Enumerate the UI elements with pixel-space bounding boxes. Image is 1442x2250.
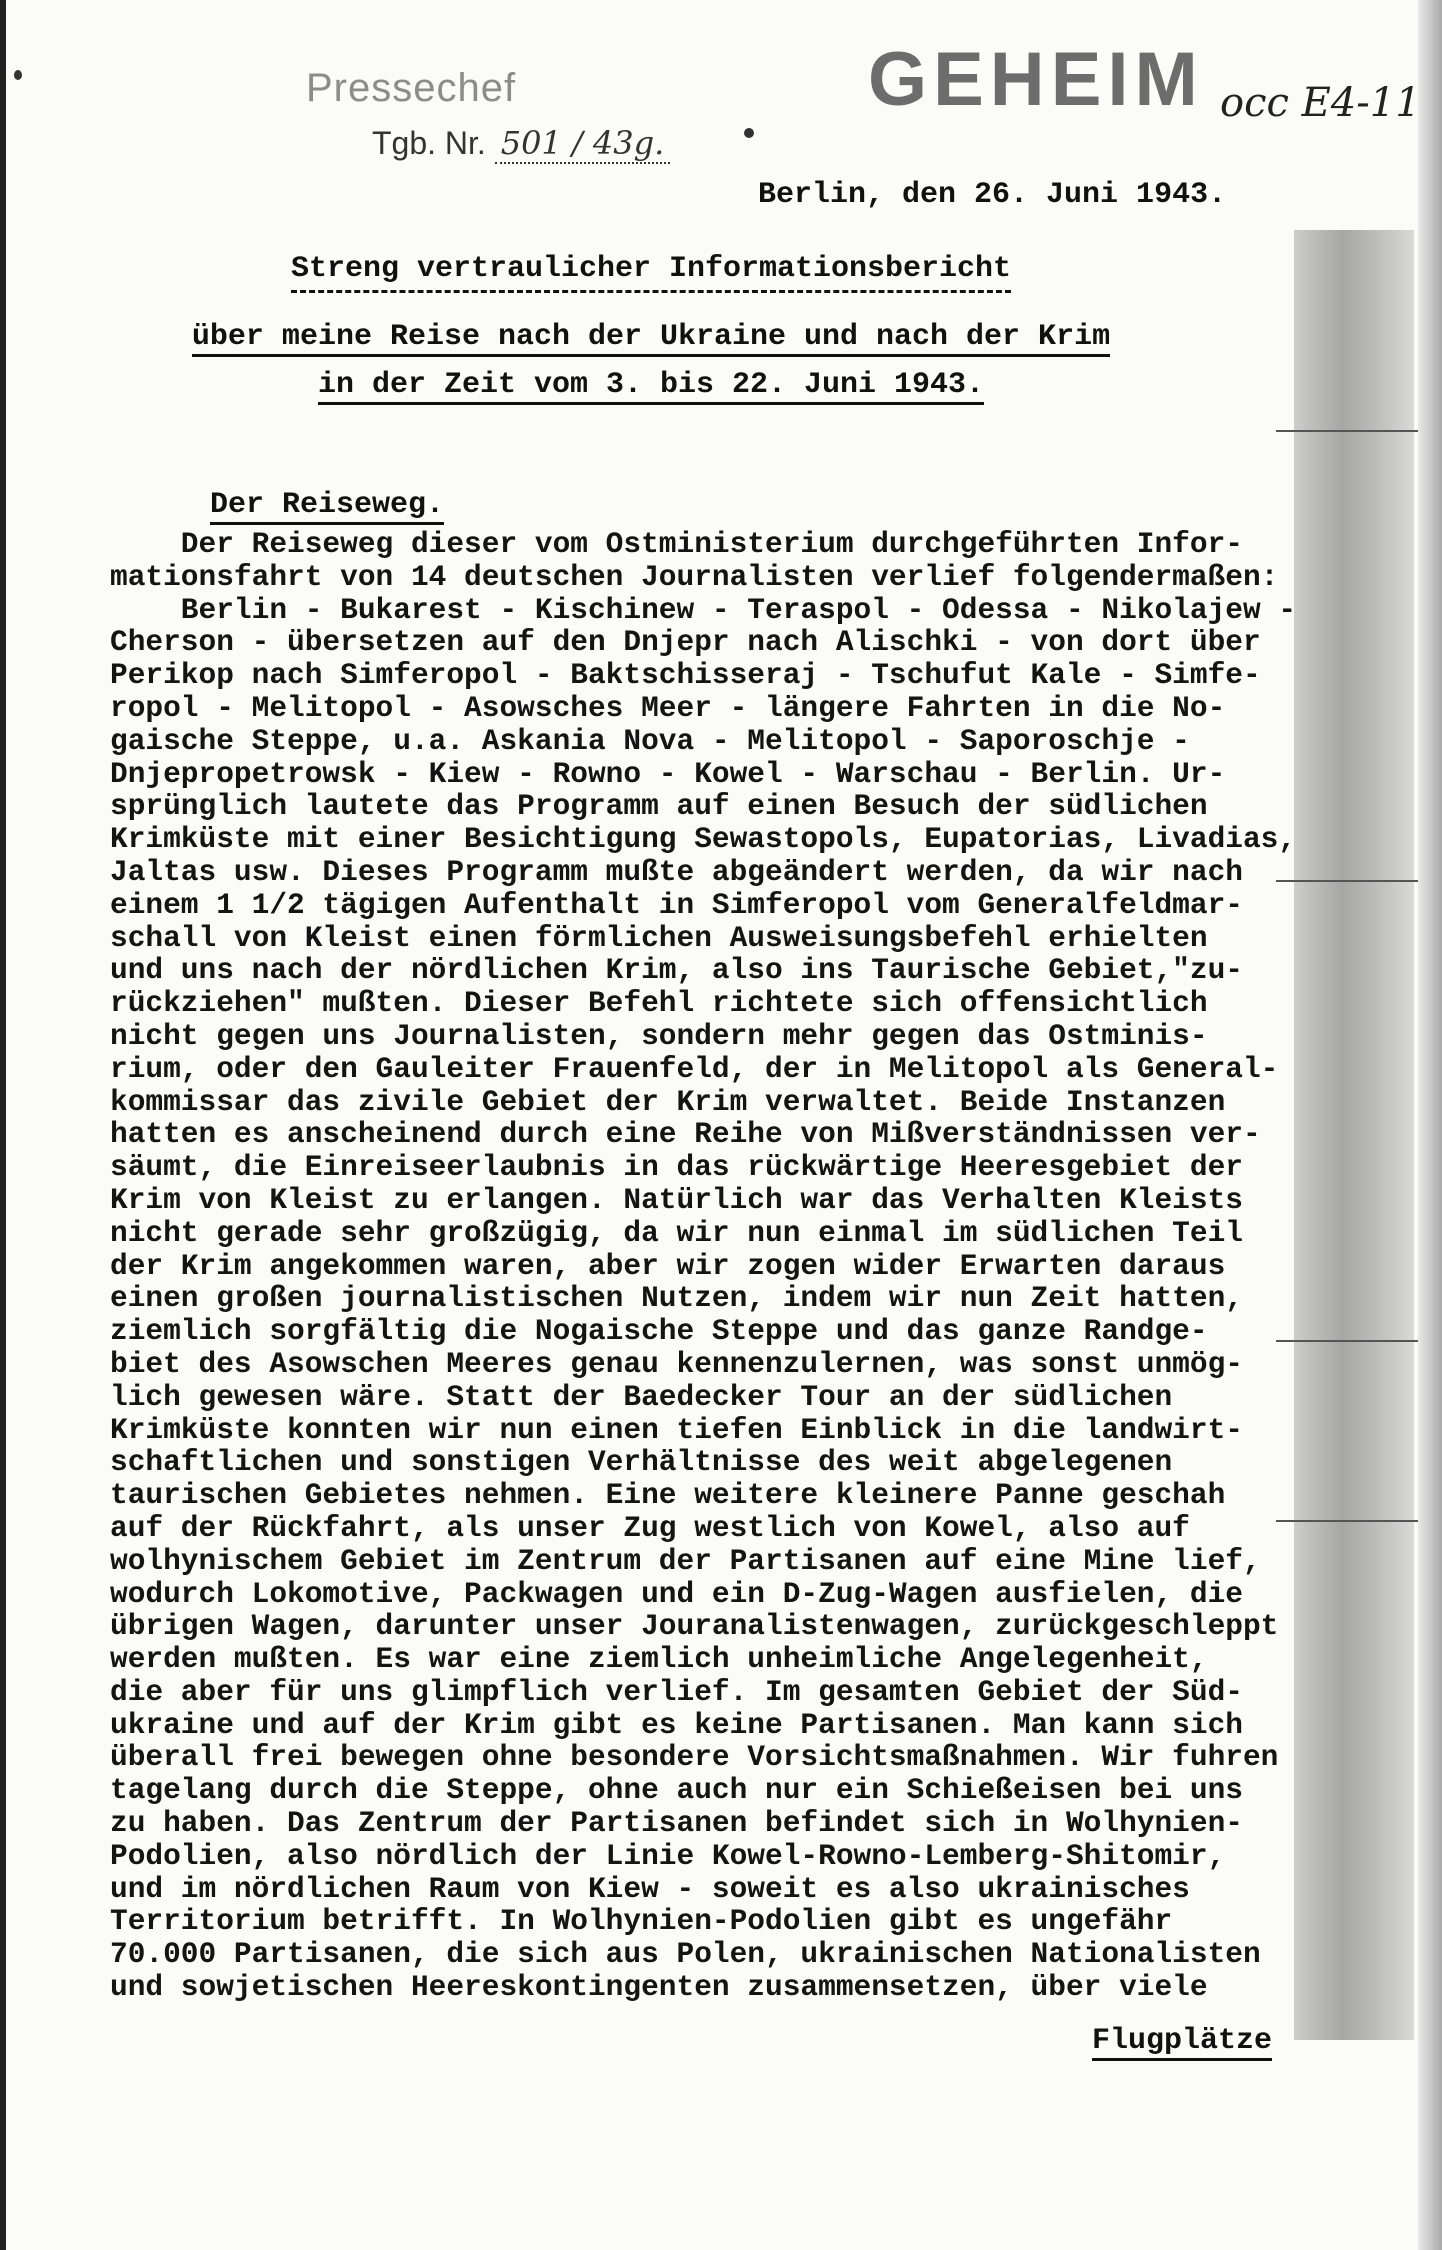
body-line: überall frei bewegen ohne besondere Vorsichtsmaßnahmen. Wir fuhren [110,1740,1279,1775]
body-line: der Krim angekommen waren, aber wir zogen wider Erwarten daraus [110,1248,1226,1283]
body-line: 70.000 Partisanen, die sich aus Polen, ukrainischen Nationalisten [110,1937,1261,1972]
body-line: Krimküste mit einer Besichtigung Sewastopols, Eupatorias, Livadias, [110,822,1297,857]
body-line: nicht gegen uns Journalisten, sondern mehr gegen das Ostminis- [110,1018,1208,1053]
body-line: Perikop nach Simferopol - Baktschisseraj - Tschufut Kale - Simfe- [110,658,1261,693]
body-line: lich gewesen wäre. Statt der Baedecker Tour an der südlichen [110,1379,1173,1414]
classification-stamp: GEHEIM [868,37,1204,122]
body-line: Cherson - übersetzen auf den Dnjepr nach Alischki - von dort über [110,625,1261,660]
body-line: Krim von Kleist zu erlangen. Natürlich war das Verhalten Kleists [110,1182,1243,1217]
report-title-line-3: in der Zeit vom 3. bis 22. Juni 1943. [6,368,1296,402]
body-line: schaftlichen und sonstigen Verhältnisse des weit abgelegenen [110,1445,1173,1480]
catchword: Flugplätze [1092,2024,1272,2061]
body-line: rium, oder den Gauleiter Frauenfeld, der in Melitopol als General- [110,1051,1279,1086]
body-line: Der Reiseweg dieser vom Ostministerium durchgeführten Infor- [110,527,1243,561]
body-line: einen großen journalistischen Nutzen, indem wir nun Zeit hatten, [110,1281,1243,1316]
report-title-line-1: Streng vertraulicher Informationsbericht [6,252,1296,286]
journal-number: 501 / 43g. [495,124,671,164]
body-line: rückziehen" mußten. Dieser Befehl richtete sich offensichtlich [110,986,1208,1021]
body-line: Krimküste konnten wir nun einen tiefen Einblick in die landwirt- [110,1412,1243,1447]
body-line: und im nördlichen Raum von Kiew - soweit es also ukrainisches [110,1871,1190,1906]
body-line: und uns nach der nördlichen Krim, also ins Taurische Gebiet,"zu- [110,953,1243,988]
body-line: hatten es anscheinend durch eine Reihe von Mißverständnissen ver- [110,1117,1261,1152]
body-line: nicht gerade sehr großzügig, da wir nun einmal im südlichen Teil [110,1215,1243,1250]
body-line: werden mußten. Es war eine ziemlich unheimliche Angelegenheit, [110,1642,1208,1677]
page-edge-shadow [1418,0,1442,2250]
body-line: ziemlich sorgfältig die Nogaische Steppe und das ganze Randge- [110,1314,1208,1349]
body-line: tagelang durch die Steppe, ohne auch nur ein Schießeisen bei uns [110,1773,1243,1808]
section-heading: Der Reiseweg. [210,488,444,525]
body-line: gaische Steppe, u.a. Askania Nova - Melitopol - Saporoschje - [110,723,1190,758]
body-line: Podolien, also nördlich der Linie Kowel-Rowno-Lemberg-Shitomir, [110,1838,1226,1873]
body-line: übrigen Wagen, darunter unser Jouranalistenwagen, zurückgeschleppt [110,1609,1279,1644]
ink-speck [744,128,754,138]
journal-label: Tgb. Nr. [372,125,486,161]
tape-edge [1276,430,1426,432]
archive-reference: occ E4-11 [1220,80,1421,126]
body-line: taurischen Gebietes nehmen. Eine weitere kleinere Panne geschah [110,1478,1226,1513]
body-line: ukraine und auf der Krim gibt es keine Partisanen. Man kann sich [110,1707,1243,1742]
body-line: Jaltas usw. Dieses Programm mußte abgeändert werden, da wir nach [110,854,1243,889]
journal-number-line [372,124,670,162]
body-line: kommissar das zivile Gebiet der Krim verwaltet. Beide Instanzen [110,1084,1226,1119]
body-line: mationsfahrt von 14 deutschen Journalisten verlief folgendermaßen: [110,559,1279,594]
body-line: einem 1 1/2 tägigen Aufenthalt in Simferopol vom Generalfeldmar- [110,887,1243,922]
body-line: schall von Kleist einen förmlichen Ausweisungsbefehl erhielten [110,920,1208,955]
body-line: und sowjetischen Heereskontingenten zusammensetzen, über viele [110,1970,1208,2005]
body-line: säumt, die Einreiseerlaubnis in das rückwärtige Heeresgebiet der [110,1150,1243,1185]
body-line: wodurch Lokomotive, Packwagen und ein D-Zug-Wagen ausfielen, die [110,1576,1243,1611]
report-body [110,528,1400,2004]
body-line: sprünglich lautete das Programm auf einen Besuch der südlichen [110,789,1208,824]
report-title-line-2: über meine Reise nach der Ukraine und nach der Krim [6,320,1296,354]
body-line: wolhynischem Gebiet im Zentrum der Partisanen auf eine Mine lief, [110,1543,1261,1578]
ink-speck [14,70,22,80]
body-line: die aber für uns glimpflich verlief. Im gesamten Gebiet der Süd- [110,1674,1243,1709]
body-line: Territorium betrifft. In Wolhynien-Podolien gibt es ungefähr [110,1904,1173,1939]
dateline: Berlin, den 26. Juni 1943. [758,178,1227,212]
body-line: Berlin - Bukarest - Kischinew - Teraspol - Odessa - Nikolajew - [110,592,1297,627]
body-line: ropol - Melitopol - Asowsches Meer - längere Fahrten in die No- [110,690,1226,725]
office-stamp: Pressechef [306,66,517,110]
body-line: auf der Rückfahrt, als unser Zug westlich von Kowel, also auf [110,1510,1190,1545]
body-line: biet des Asowschen Meeres genau kennenzulernen, was sonst unmög- [110,1346,1243,1381]
body-line: zu haben. Das Zentrum der Partisanen befindet sich in Wolhynien- [110,1806,1243,1841]
body-line: Dnjepropetrowsk - Kiew - Rowno - Kowel - Warschau - Berlin. Ur- [110,756,1226,791]
